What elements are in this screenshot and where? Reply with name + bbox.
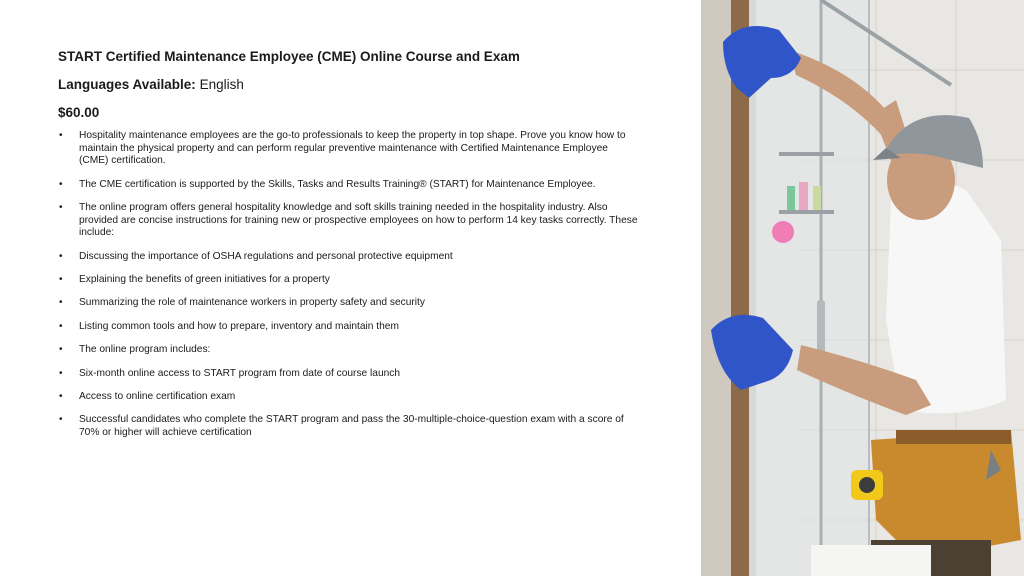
bullet-item: • The online program offers general hospitality knowledge and soft skills training needed in the hospitality industry. Also provided are concise instructions for training new or prospective employees on how to perform 14 key tasks correctly. These include:	[58, 202, 638, 240]
languages-value: English	[199, 77, 244, 92]
shower-shelf	[779, 152, 834, 156]
bathtub-edge	[811, 545, 931, 576]
course-price: $60.00	[58, 105, 100, 120]
bullet-item: • Six-month online access to START program from date of course launch	[58, 368, 638, 381]
languages-line	[58, 76, 638, 94]
bullet-item: • The CME certification is supported by the Skills, Tasks and Results Training® (START) for Maintenance Employee.	[58, 179, 638, 192]
languages-label: Languages Available:	[58, 77, 196, 92]
bullet-item: • The online program includes:	[58, 344, 638, 357]
course-bullet-list	[58, 130, 638, 439]
bullet-item: • Listing common tools and how to prepare, inventory and maintain them	[58, 321, 638, 334]
bullet-item: • Hospitality maintenance employees are the go-to professionals to keep the property in top shape. Prove you know how to maintain the physical property and can perform regular preventive maintenance with Certified Maintenance Employee (CME) certification.	[58, 130, 638, 168]
bath-sponge	[772, 221, 794, 243]
maintenance-worker-photo	[701, 0, 1024, 576]
bullet-item: • Successful candidates who complete the START program and pass the 30-multiple-choice-question exam with a score of 70% or higher will achieve certification	[58, 414, 638, 439]
photo-illustration	[701, 0, 1024, 576]
course-title: START Certified Maintenance Employee (CME) Online Course and Exam	[58, 49, 520, 64]
course-info-panel	[58, 48, 638, 450]
bullet-item: • Discussing the importance of OSHA regulations and personal protective equipment	[58, 251, 638, 264]
bullet-item: • Access to online certification exam	[58, 391, 638, 404]
bullet-item: • Explaining the benefits of green initiatives for a property	[58, 274, 638, 287]
bullet-item: • Summarizing the role of maintenance workers in property safety and security	[58, 297, 638, 310]
